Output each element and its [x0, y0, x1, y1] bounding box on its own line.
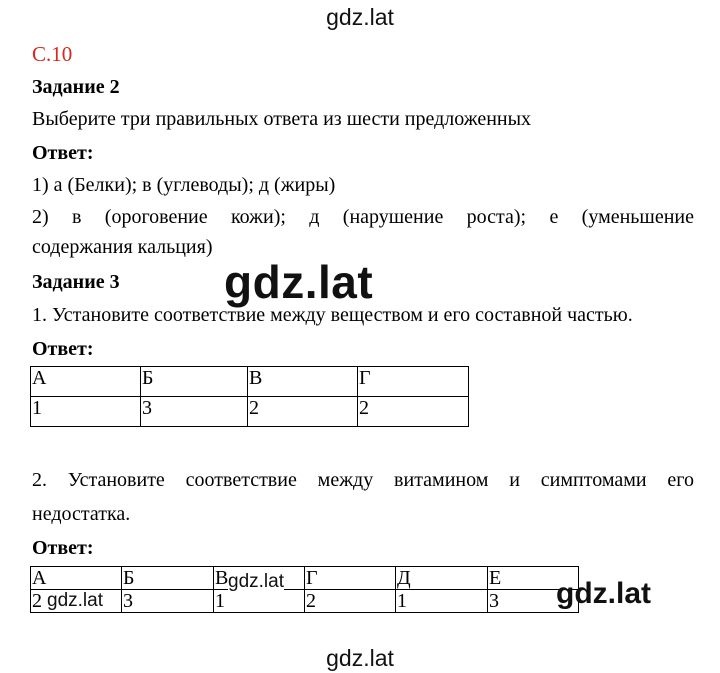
- table-header-cell: Б: [122, 567, 214, 590]
- table-cell: 2: [305, 590, 396, 613]
- table-cell: 3: [122, 590, 214, 613]
- watermark-top: gdz.lat: [326, 4, 394, 30]
- watermark-inline-2: gdz.lat: [228, 571, 284, 592]
- watermark-bottom: gdz.lat: [326, 645, 394, 671]
- watermark-right: gdz.lat: [556, 577, 651, 610]
- task2-answer-1: 1) а (Белки); в (углеводы); д (жиры): [32, 174, 336, 196]
- table-cell: 1: [396, 590, 488, 613]
- task2-answer-2-line2: содержания кальция): [32, 236, 213, 258]
- answer-table-2: [30, 566, 579, 613]
- answer-table-1: [30, 366, 469, 427]
- task3-question-2-line1: 2. Установите соответствие между витамином и симптомами его: [32, 469, 694, 491]
- table-cell: 3: [141, 397, 248, 427]
- table-header-cell: Г: [305, 567, 396, 590]
- task3-question-1: 1. Установите соответствие между веществом и его составной частью.: [32, 304, 633, 326]
- table-header-cell: Д: [396, 567, 488, 590]
- table-row: [31, 367, 469, 397]
- watermark-middle: gdz.lat: [224, 256, 374, 308]
- table-header-cell: Е: [488, 567, 579, 590]
- task3-answer-label-1: Ответ:: [32, 338, 94, 360]
- table-row: [31, 567, 579, 590]
- watermark-inline-1: gdz.lat: [47, 590, 103, 611]
- table-header-cell: Б: [141, 367, 248, 397]
- table-cell: 2: [358, 397, 469, 427]
- task3-question-2-line2: недостатка.: [32, 503, 131, 525]
- table-row: [31, 590, 579, 613]
- task2-question: Выберите три правильных ответа из шести предложенных: [32, 108, 532, 130]
- task2-answer-2-line1: 2) в (ороговение кожи); д (нарушение роста); е (уменьшение: [32, 206, 694, 228]
- table-cell: 3: [488, 590, 579, 613]
- task2-answer-label: Ответ:: [32, 142, 94, 164]
- table-header-cell: В: [214, 567, 305, 590]
- table-cell: 2: [248, 397, 358, 427]
- task3-answer-label-2: Ответ:: [32, 537, 94, 559]
- table-header-cell: А: [31, 367, 141, 397]
- task3-title: Задание 3: [32, 271, 120, 293]
- table-header-cell: В: [248, 367, 358, 397]
- table-row: [31, 397, 469, 427]
- table-header-cell: Г: [358, 367, 469, 397]
- page-number: С.10: [32, 42, 73, 66]
- task2-title: Задание 2: [32, 76, 120, 98]
- table-cell: 2: [31, 590, 122, 613]
- table-header-cell: А: [31, 567, 122, 590]
- table-cell: 1: [214, 590, 305, 613]
- table-cell: 1: [31, 397, 141, 427]
